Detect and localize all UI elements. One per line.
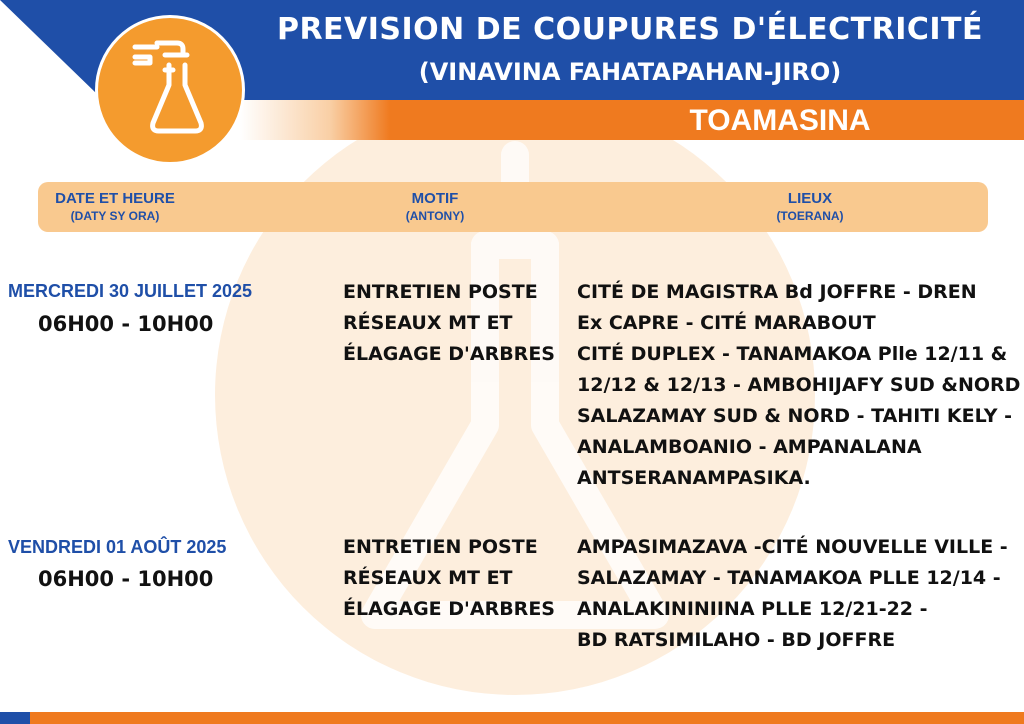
column-header-label: MOTIF: [411, 190, 459, 207]
lieux-line: CITÉ DUPLEX - TANAMAKOA Plle 12/11 &: [577, 343, 1008, 365]
footer-bar: [0, 712, 1024, 724]
row-1-lieux: [577, 277, 1024, 494]
lieux-line: Ex CAPRE - CITÉ MARABOUT: [577, 312, 876, 334]
motif-line: ENTRETIEN POSTE: [343, 536, 538, 558]
column-header-sublabel: (DATY SY ORA): [70, 209, 160, 223]
column-header-lieux: [755, 190, 865, 223]
column-header-label: DATE ET HEURE: [55, 190, 175, 207]
city-banner-fade: [240, 100, 390, 140]
row-1-motif: [343, 277, 578, 370]
column-header-sublabel: (TOERANA): [776, 209, 844, 223]
lieux-line: BD RATSIMILAHO - BD JOFFRE: [577, 629, 896, 651]
column-header-date: [40, 190, 190, 223]
motif-line: ÉLAGAGE D'ARBRES: [343, 598, 555, 620]
row-2-date: VENDREDI 01 AOÛT 2025: [8, 537, 227, 557]
lieux-line: ANALAKININIINA PLLE 12/21-22 -: [577, 598, 928, 620]
lieux-line: 12/12 & 12/13 - AMBOHIJAFY SUD &NORD: [577, 374, 1021, 396]
lieux-line: SALAZAMAY - TANAMAKOA PLLE 12/14 -: [577, 567, 1001, 589]
column-header-motif: [380, 190, 490, 223]
lieux-line: SALAZAMAY SUD & NORD - TAHITI KELY -: [577, 405, 1013, 427]
city-name: TOAMASINA: [689, 104, 871, 137]
row-2-time: 06H00 - 10H00: [38, 567, 214, 591]
row-1-time: 06H00 - 10H00: [38, 312, 214, 336]
motif-line: RÉSEAUX MT ET: [343, 567, 513, 589]
motif-line: ENTRETIEN POSTE: [343, 281, 538, 303]
water-tap-flask-icon: [95, 15, 245, 165]
lieux-line: ANTSERANAMPASIKA.: [577, 467, 811, 489]
lieux-line: AMPASIMAZAVA -CITÉ NOUVELLE VILLE -: [577, 536, 1008, 558]
lieux-line: ANALAMBOANIO - AMPANALANA: [577, 436, 922, 458]
lieux-line: CITÉ DE MAGISTRA Bd JOFFRE - DREN: [577, 281, 977, 303]
footer-bar-accent: [0, 712, 30, 724]
page-title: PREVISION DE COUPURES D'ÉLECTRICITÉ: [276, 12, 984, 47]
motif-line: ÉLAGAGE D'ARBRES: [343, 343, 555, 365]
column-header-label: LIEUX: [787, 190, 833, 207]
row-2-lieux: [577, 532, 1024, 656]
page-subtitle: (VINAVINA FAHATAPAHAN-JIRO): [418, 58, 842, 86]
row-1-date: MERCREDI 30 JUILLET 2025: [8, 281, 253, 301]
row-2-motif: [343, 532, 578, 625]
motif-line: RÉSEAUX MT ET: [343, 312, 513, 334]
column-header-sublabel: (ANTONY): [405, 209, 465, 223]
